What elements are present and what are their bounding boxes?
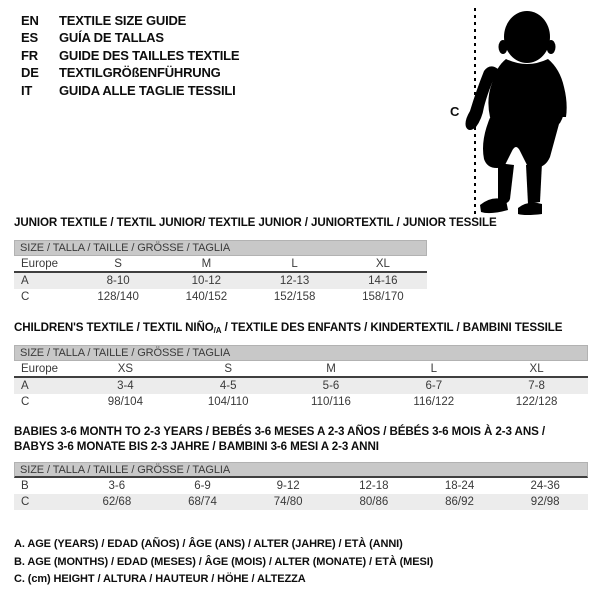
table-row — [14, 289, 427, 305]
language-code: ES — [21, 30, 38, 46]
region-label: Europe — [21, 257, 59, 270]
language-label: GUIDA ALLE TAGLIE TESSILI — [59, 82, 236, 98]
size-cell: 158/170 — [362, 291, 404, 303]
row-label: A — [21, 380, 29, 392]
note-height: C. (cm) HEIGHT / ALTURA / HAUTEUR / HÖHE / ALTEZZA — [14, 573, 306, 585]
size-cell: 116/122 — [413, 396, 455, 408]
size-cell: 92/98 — [530, 496, 560, 508]
title-subscript: /A — [213, 326, 222, 335]
height-measure-label: C — [450, 104, 460, 119]
size-cell: 14-16 — [368, 275, 398, 287]
row-label: C — [21, 396, 30, 408]
size-cell: 98/104 — [107, 396, 143, 408]
size-column: S — [224, 362, 233, 375]
babies-section-title — [14, 424, 588, 454]
size-cell: 12-18 — [359, 480, 389, 492]
size-cell: 18-24 — [444, 480, 475, 492]
title-line: BABIES 3-6 MONTH TO 2-3 YEARS / BEBÉS 3-6 MESES A 2-3 AÑOS / BÉBÉS 3-6 MOIS À 2-3 ANS / — [14, 425, 545, 438]
size-cell: 62/68 — [102, 496, 132, 508]
baby-silhouette-icon — [466, 11, 567, 215]
row-label: A — [21, 275, 29, 287]
language-label: GUÍA DE TALLAS — [59, 30, 164, 46]
size-cell: 152/158 — [273, 291, 316, 303]
size-cell: 68/74 — [188, 496, 217, 508]
size-cell: 5-6 — [322, 380, 340, 392]
size-cell: 74/80 — [273, 496, 303, 508]
columns-header-row — [14, 361, 588, 378]
size-cell: 80/86 — [359, 496, 389, 508]
size-cell: 10-12 — [191, 275, 222, 287]
size-cell: 6-7 — [425, 380, 443, 392]
size-cell: 4-5 — [219, 380, 237, 392]
children-section-title — [14, 321, 562, 335]
language-row — [21, 12, 239, 29]
size-column: M — [201, 257, 212, 270]
size-cell: 128/140 — [97, 291, 139, 303]
size-header-bar: SIZE / TALLA / TAILLE / GRÖSSE / TAGLIA — [14, 240, 427, 256]
table-row — [14, 378, 588, 394]
size-cell: 12-13 — [279, 275, 310, 287]
size-header-bar: SIZE / TALLA / TAILLE / GRÖSSE / TAGLIA — [14, 462, 588, 478]
size-cell: 140/152 — [185, 291, 228, 303]
size-cell: 122/128 — [515, 396, 558, 408]
children-size-table — [14, 345, 588, 410]
language-row — [21, 47, 239, 64]
language-row — [21, 29, 239, 46]
language-row — [21, 64, 239, 81]
note-age-years: A. AGE (YEARS) / EDAD (AÑOS) / ÂGE (ANS) / ALTER (JAHRE) / ETÀ (ANNI) — [14, 538, 403, 550]
size-column: L — [430, 362, 437, 375]
junior-size-table — [14, 240, 427, 305]
language-label: TEXTILE SIZE GUIDE — [59, 13, 187, 28]
row-label: C — [21, 496, 30, 508]
size-header-bar: SIZE / TALLA / TAILLE / GRÖSSE / TAGLIA — [14, 345, 588, 361]
language-code: EN — [21, 13, 39, 28]
size-cell: 86/92 — [445, 496, 474, 508]
language-legend — [21, 12, 239, 99]
size-cell: 6-9 — [194, 480, 211, 492]
table-row — [14, 478, 588, 494]
height-measure-figure — [448, 3, 596, 217]
title-line: BABYS 3-6 MONATE BIS 2-3 JAHRE / BAMBINI 3-6 MESI A 2-3 ANNI — [14, 440, 379, 453]
size-cell: 9-12 — [276, 480, 300, 492]
note-age-months: B. AGE (MONTHS) / EDAD (MESES) / ÂGE (MOIS) / ALTER (MONATE) / ETÀ (MESI) — [14, 555, 434, 568]
language-code: FR — [21, 47, 38, 63]
table-row — [14, 273, 427, 289]
table-row — [14, 394, 588, 410]
language-label: TEXTILGRÖßENFÜHRUNG — [59, 65, 221, 81]
language-label: GUIDE DES TAILLES TEXTILE — [59, 47, 240, 63]
language-code: IT — [21, 82, 33, 98]
legend-notes — [14, 536, 433, 589]
row-label: C — [21, 291, 30, 303]
size-cell: 7-8 — [528, 380, 545, 392]
size-column: XS — [117, 362, 134, 375]
size-column: XL — [375, 257, 390, 270]
size-cell: 3-6 — [108, 480, 126, 492]
junior-section-title: JUNIOR TEXTILE / TEXTIL JUNIOR/ TEXTILE JUNIOR / JUNIORTEXTIL / JUNIOR TESSILE — [14, 216, 497, 229]
row-label: B — [21, 480, 29, 492]
size-cell: 8-10 — [106, 275, 130, 287]
size-column: S — [114, 257, 122, 270]
size-cell: 110/116 — [311, 396, 351, 408]
region-label: Europe — [21, 362, 59, 375]
size-cell: 3-4 — [117, 380, 134, 392]
size-column: M — [326, 362, 336, 375]
title-text: / TEXTILE DES ENFANTS / KINDERTEXTIL / BAMBINI TESSILE — [221, 321, 563, 334]
language-row — [21, 82, 239, 99]
size-column: XL — [529, 362, 544, 375]
columns-header-row — [14, 256, 427, 273]
size-column: L — [291, 257, 298, 270]
size-cell: 24-36 — [530, 480, 560, 492]
title-text: CHILDREN'S TEXTILE / TEXTIL NIÑO — [14, 321, 214, 334]
babies-size-table — [14, 462, 588, 510]
language-code: DE — [21, 65, 39, 81]
size-cell: 104/110 — [207, 396, 249, 408]
table-row — [14, 494, 588, 510]
